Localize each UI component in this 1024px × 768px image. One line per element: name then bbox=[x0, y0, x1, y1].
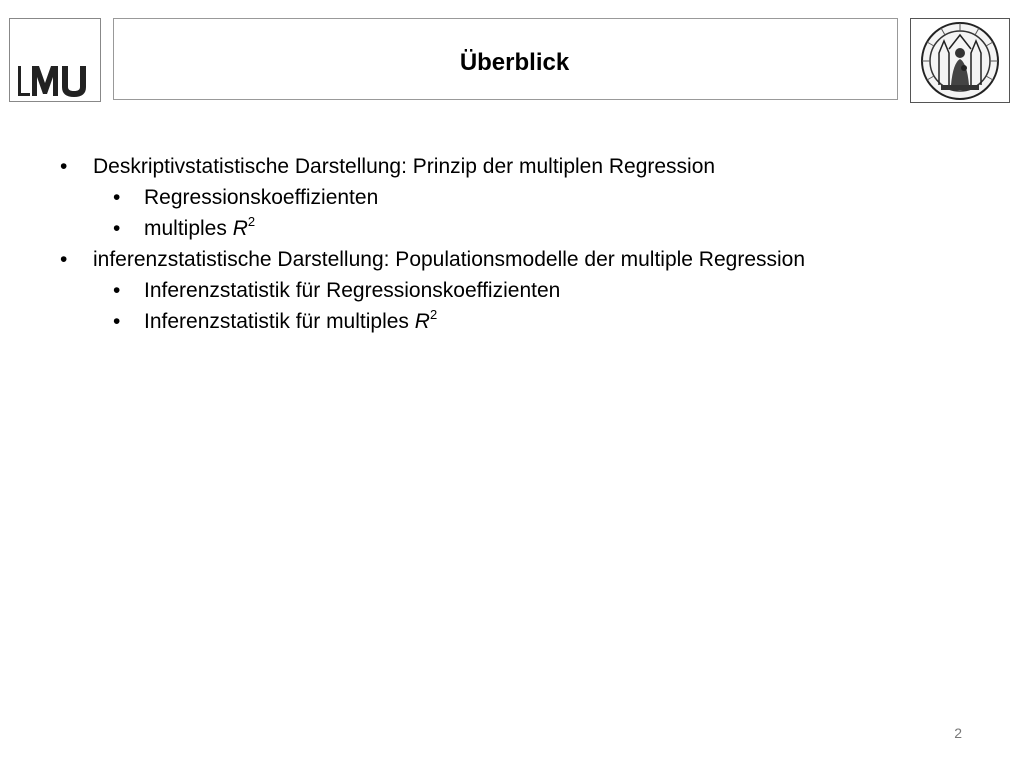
list-item bbox=[113, 214, 256, 244]
list-item bbox=[113, 276, 561, 306]
bullet-dot: • bbox=[113, 186, 121, 209]
bullet-dot: • bbox=[113, 217, 121, 240]
bullet-dot: • bbox=[113, 310, 121, 333]
page-number: 2 bbox=[954, 725, 962, 741]
list-item-text: Regressionskoeffizienten bbox=[144, 186, 379, 209]
slide-title: Überblick bbox=[459, 49, 570, 76]
superscript: 2 bbox=[247, 214, 256, 229]
list-item-text: Inferenzstatistik für multiples bbox=[144, 310, 415, 333]
seal-icon bbox=[911, 19, 1009, 102]
list-item-text: multiples bbox=[144, 217, 233, 240]
list-item-text: Deskriptivstatistische Darstellung: Prinzip der multiplen Regression bbox=[93, 155, 716, 178]
r-variable: R bbox=[232, 217, 248, 240]
list-item bbox=[113, 183, 379, 213]
list-item bbox=[60, 245, 806, 275]
bullet-dot: • bbox=[60, 248, 68, 271]
superscript: 2 bbox=[429, 307, 438, 322]
list-item bbox=[60, 152, 716, 182]
university-seal bbox=[910, 18, 1010, 103]
list-item-text: inferenzstatistische Darstellung: Populationsmodelle der multiple Regression bbox=[93, 248, 806, 271]
lmu-logo bbox=[9, 18, 101, 102]
title-box bbox=[113, 18, 898, 100]
bullet-dot: • bbox=[60, 155, 68, 178]
bullet-dot: • bbox=[113, 279, 121, 302]
lmu-logo-icon bbox=[10, 19, 100, 101]
list-item-text: Inferenzstatistik für Regressionskoeffizienten bbox=[144, 279, 561, 302]
r-variable: R bbox=[414, 310, 430, 333]
list-item bbox=[113, 307, 438, 337]
